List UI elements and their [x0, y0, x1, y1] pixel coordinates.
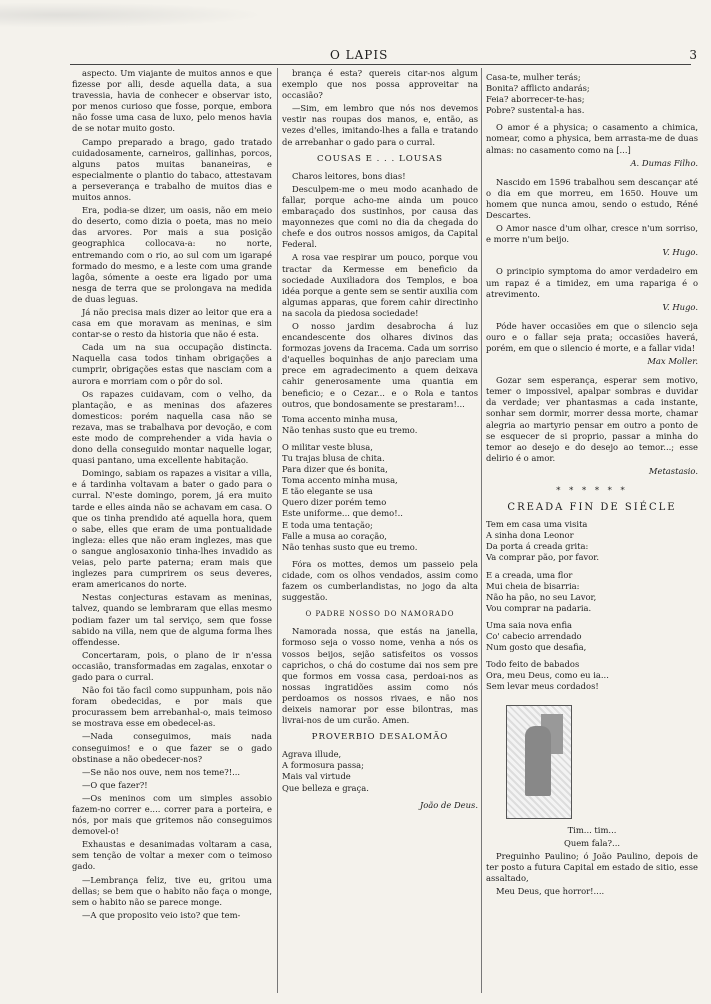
verse: O militar veste blusa, Tu trajas blusa de chita. Para dizer que és bonita, Toma accento minha musa, E tão elegante se usa Quero dizer porém temo Este uniforme... que demo!.. E toda uma tentação; Falle a musa ao coração, Não tenhas susto que eu tremo.: [282, 441, 418, 552]
page-number: 3: [689, 48, 697, 62]
paragraph: Nestas conjecturas estavam as meninas, talvez, quando se lembraram que ellas mesmo podiam fazer um tal serviço, sem que fosse sabido na villa, nem que de alguma forma lhes offendesse.: [72, 592, 272, 647]
author-signature: V. Hugo.: [662, 301, 698, 312]
engraving-illustration: [506, 705, 572, 819]
verse: Uma saia nova enfia Co' cabecio arrendado Num gosto que desafia,: [486, 619, 587, 653]
quote: O principio symptoma do amor verdadeiro em um rapaz é a timidez, em uma rapariga é o atrevimento.: [486, 266, 698, 299]
paragraph: A rosa vae respirar um pouco, porque vou tractar da Kermesse em beneficio da sociedade Auxiliadora dos Templos, e boa idéa porque a gente sem se sentir auxilia com algumas apparas, que forem cahir directinho na sacola da piedosa sociedade!: [282, 252, 478, 318]
paragraph: Campo preparado a brago, gado tratado cuidadosamente, carneiros, gallinhas, porcos, alguns patos muitas bananeiras, e especialmente o plantio do tabaco, attestavam a perseverança e trabalho de muitos dias e muitos annos.: [72, 136, 272, 203]
quote: Póde haver occasiões em que o silencio seja ouro e o fallar seja prata; occasiões haverá, porém, em que o silencio é morte, e a fallar vida!: [486, 320, 698, 353]
paper-stain: [0, 0, 300, 30]
column-divider: [277, 68, 278, 993]
newspaper-title: O LAPIS: [330, 48, 389, 62]
verse: Agrava illude, A formosura passa; Mais val virtude Que belleza e graça.: [282, 749, 369, 793]
paragraph: O nosso jardim desabrocha á luz encandescente dos olhares divinos das formozas jovens da Iracema. Cada um sorriso d'aquelles boquinhas de anjo pareciam uma prece em agradecimento a quem deixava cahir generosamente uma quantia em beneficio; e o Cezar... e o Rola e tantos outros, que bondosamente se prestaram!...: [282, 320, 478, 409]
header-rule: [70, 64, 691, 65]
quote: Gozar sem esperança, esperar sem motivo, temer o impossivel, apalpar sombras e duvidar da verdade; ver phantasmas a cada instante, sonhar sem dormir, morrer dessa morte, chamar alegria ao martyrio pensar em outro a ponto de se esquecer de si proprio, passar a minha do temor ao desejo e do desejo ao temor...; esse delirio é o amor.: [486, 375, 698, 463]
paragraph: Namorada nossa, que estás na janella, formoso seja o vosso nome, venha a nós os vossos beijos, sejão satisfeitos os vossos caprichos, o chá do costume dai nos sem pre que formos em vossa casa, perdoai-nos as nossas ingratidões assim como nós perdoamos os nossos rivaes, e não nos deixeis namorar por esse bilontras, mas livrai-nos de um curão. Amen.: [282, 626, 478, 726]
greeting: Charos leitores, bons dias!: [292, 170, 406, 181]
verse: Toma accento minha musa, Não tenhas susto que eu tremo.: [282, 413, 418, 435]
poem-title: CREADA FIN DE SIÉCLE: [507, 502, 677, 514]
paragraph: Fóra os mottes, demos um passeio pela cidade, com os olhos vendados, assim como fazem os cumberlandistas, no jogo da alta suggestão.: [282, 558, 478, 603]
verse: Casa-te, mulher terás; Bonita? afflicto andarás; Feia? aborrecer-te-has; Pobre? sustental-a has.: [486, 72, 590, 116]
section-title: O PADRE NOSSO DO NAMORADO: [305, 610, 455, 619]
column-1: [72, 68, 272, 993]
paragraph: —Nada conseguimos, mais nada conseguimos! e o que fazer se o gado obstinase a não obedecer-nos?: [72, 731, 272, 764]
column-divider: [481, 68, 482, 993]
dialogue-line: Tim... tim...: [567, 824, 617, 835]
paragraph: Era, podia-se dizer, um oasis, não em meio do deserto, como dizia o poeta, mas no meio das arvores. Por mais a sua posição geographica collocava-a: no norte, entremando com o rio, ao sul com um igarapé formado do mesmo, e a leste com uma grande lagôa, sómente a oeste era ligado por uma nesga de terra que se prolongava na medida de duas leguas.: [72, 205, 272, 304]
paragraph: —O que fazer?!: [82, 779, 148, 790]
paragraph: Concertaram, pois, o plano de ir n'essa occasião, transformadas em zagalas, enxotar o gado para o curral.: [72, 649, 272, 682]
paragraph: aspecto. Um viajante de muitos annos e que fizesse por alli, desde aquella data, a sua travessia, havia de conhecer e observar isto, por menos curioso que fosse, porque, embora não fosse uma casa de luxo, pelo menos havia de se notar muito gosto.: [72, 68, 272, 134]
paragraph: —Os meninos com um simples assobio fazem-no correr e.... correr para a porteira, e nós, por mais que gritemos não conseguimos demovel-o!: [72, 792, 272, 837]
verse: Todo feito de babados Ora, meu Deus, como eu ia... Sem levar meus cordados!: [486, 659, 609, 692]
paragraph: —Sim, em lembro que nós nos devemos vestir nas roupas dos manos, e, então, as vezes d'elles, imitando-lhes a falla e tratando de arrebanhar o gado para o curral.: [282, 103, 478, 147]
illustration-figure: [525, 726, 551, 796]
dialogue-line: Preguinho Paulino; ó João Paulino, depois de ter posto a futura Capital em estado de sitio, esse assaltado,: [486, 850, 698, 883]
author-signature: João de Deus.: [419, 799, 478, 810]
paragraph: Cada um na sua occupação distincta. Naquella casa todos tinham obrigações a cumprir, obrigações estas que nasciam com a aurora e morriam com o pôr do sol.: [72, 342, 272, 386]
paragraph: Domingo, sabiam os rapazes a visitar a villa, e á tardinha voltavam a bater o gado para o curral. N'este domingo, porem, já era muito tarde e elles ainda não se achavam em casa. O que os tinha prendido até aquella hora, quem o sabe, elles que eram de uma pontualidade ingleza: elles que não eram inglezes, mas que o sangue anglosaxonio tinha-lhes invadido as veias, pelo parte paterna; eram mais que inglezes para cumprirem os seus deveres, eram americanos do norte.: [72, 468, 272, 590]
column-3: [486, 68, 698, 993]
author-signature: A. Dumas Filho.: [630, 157, 698, 168]
author-signature: Max Moller.: [647, 356, 698, 367]
author-signature: V. Hugo.: [662, 247, 698, 258]
author-signature: Metastasio.: [648, 465, 698, 476]
paragraph: Não foi tão facil como suppunham, pois não foram obedecidas, e por mais que procurassem bem arrebanhal-o, mais teimoso se mostrava esse em obedecel-as.: [72, 685, 272, 729]
quote: O amor é a physica; o casamento a chimica, nomear, como a physica, bem arrasta-me de duas almas: no casamento como na [...]: [486, 122, 698, 155]
paragraph: Desculpem-me o meu modo acanhado de fallar, porque acho-me ainda um pouco embaraçado dos sustinhos, por causa das mayonnezes que comi no dia da chegada do chefe e dos outros nossos amigos, da Capital Federal.: [282, 183, 478, 250]
paragraph: Já não precisa mais dizer ao leitor que era a casa em que moravam as meninas, e sim contar-se o resto da historia que não é esta.: [72, 306, 272, 340]
section-title: PROVERBIO DESALOMÃO: [311, 732, 449, 743]
quote: O Amor nasce d'um olhar, cresce n'um sorriso, e morre n'um beijo.: [486, 223, 698, 245]
paragraph: Exhaustas e desanimadas voltaram a casa, sem tenção de voltar a mexer com o teimoso gado.: [72, 839, 272, 872]
dialogue-line: Meu Deus, que horror!....: [496, 885, 605, 896]
paragraph: brança é esta? quereis citar-nos algum exemplo que nos possa approveitar na occasião?: [282, 68, 478, 101]
paragraph: Os rapazes cuidavam, com o velho, da plantação, e as meninas dos afazeres domesticos: porém naquella casa não se rezava, mas se trabalhava por devoção, e com este modo de comprehender a vida havia o dono della conseguido montar naquelle logar, quasi pantano, uma excellente habitação.: [72, 388, 272, 466]
separator-stars: * * * * * *: [556, 485, 628, 495]
verse: Tem em casa uma visita A sinha dona Leonor Da porta á creada grita: Va comprar pão, por favor.: [486, 519, 600, 563]
column-2: [282, 68, 478, 993]
section-title: COUSAS E . . . LOUSAS: [317, 153, 443, 164]
paragraph: —Lembrança feliz, tive eu, gritou uma dellas; se bem que o habito não faça o monge, sem o habito não se parece monge.: [72, 874, 272, 907]
dialogue-line: Quem fala?...: [563, 837, 621, 848]
paragraph: —Se não nos ouve, nem nos teme?!...: [82, 766, 241, 777]
paragraph: —A que proposito veio isto? que tem-: [82, 909, 241, 920]
verse: E a creada, uma flor Mui cheia de bisarria: Não ha pão, no seu Lavor, Vou comprar na padaria.: [486, 569, 597, 613]
quote: Nascido em 1596 trabalhou sem descançar até o dia em que morreu, em 1650. Houve um homem que nunca amou, sendo o estudo, Réné Descartes.: [486, 176, 698, 221]
